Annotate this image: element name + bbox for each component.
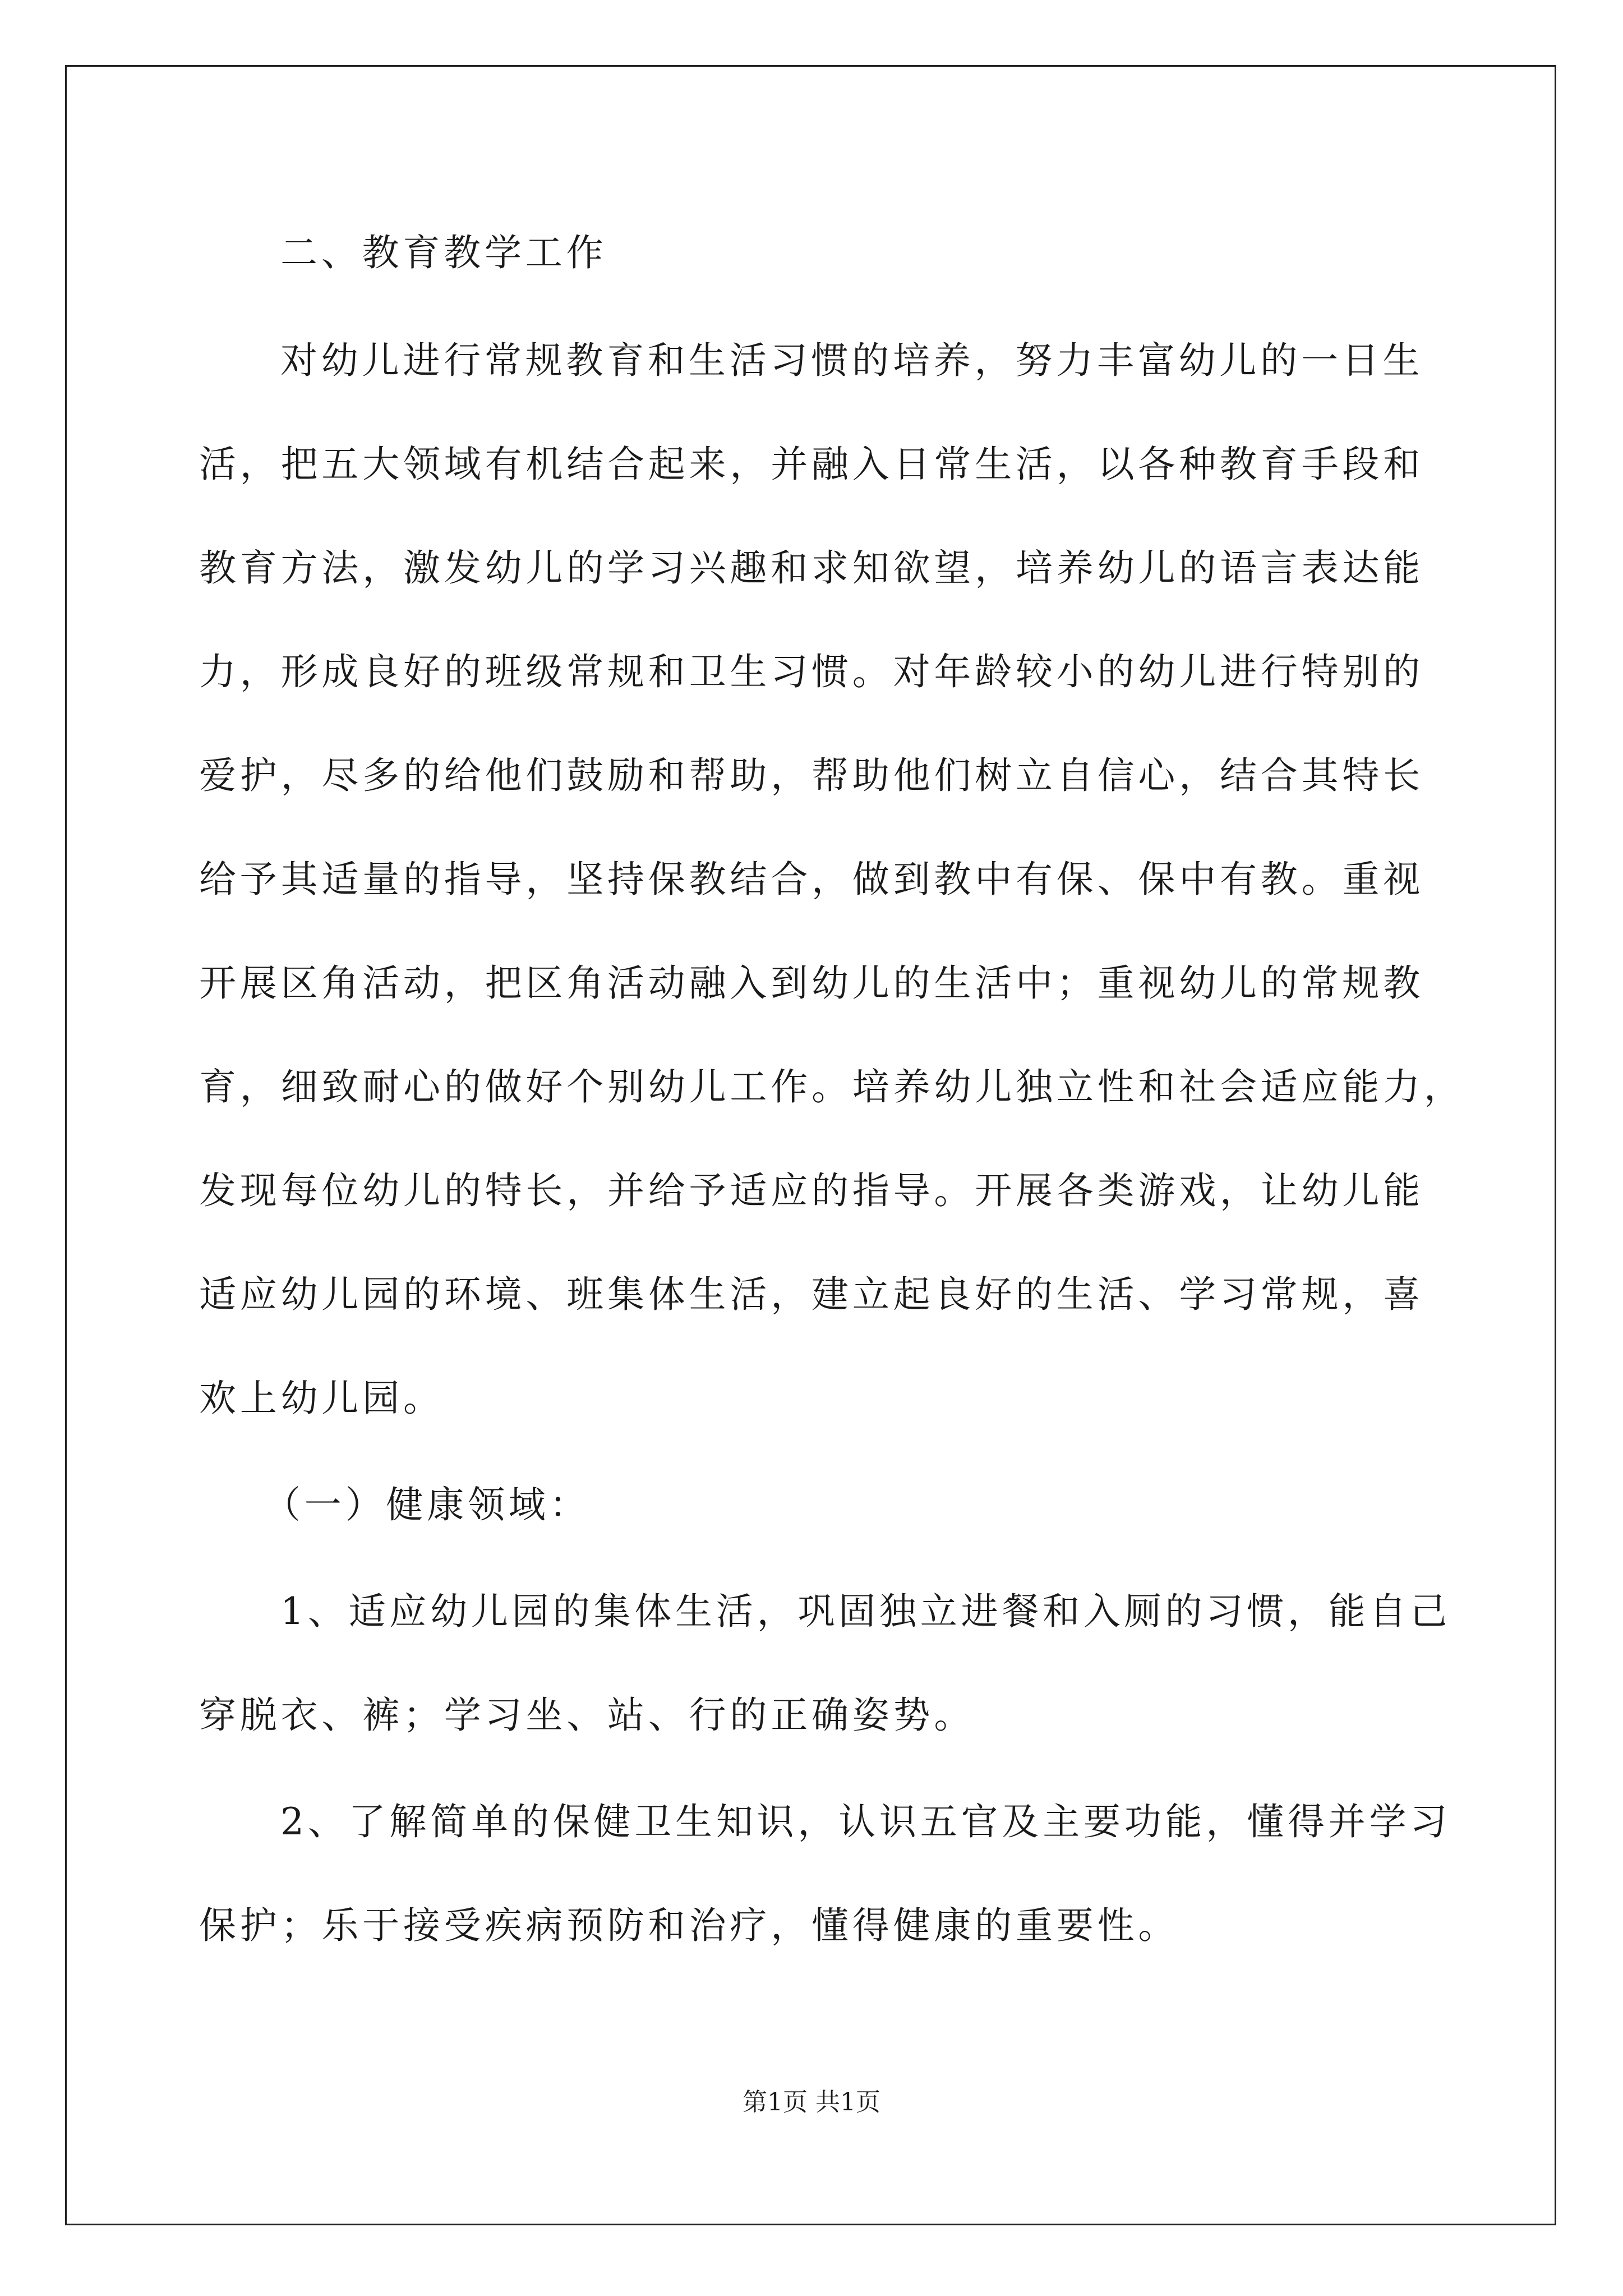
paragraph-line: 活，把五大领域有机结合起来，并融入日常生活，以各种教育手段和 xyxy=(199,443,1424,486)
paragraph-line: 欢上幼儿园。 xyxy=(199,1377,444,1420)
paragraph-line: 力，形成良好的班级常规和卫生习惯。对年龄较小的幼儿进行特别的 xyxy=(199,650,1424,693)
list-item-line: 2、了解简单的保健卫生知识，认识五官及主要功能，懂得并学习 xyxy=(280,1800,1451,1843)
list-item-line: 1、适应幼儿园的集体生活，巩固独立进餐和入厕的习惯，能自己 xyxy=(280,1590,1451,1633)
page-border xyxy=(65,65,1556,2225)
paragraph-line: 发现每位幼儿的特长，并给予适应的指导。开展各类游戏，让幼儿能 xyxy=(199,1169,1424,1212)
paragraph-line: 育，细致耐心的做好个别幼儿工作。培养幼儿独立性和社会适应能力， xyxy=(199,1065,1465,1108)
section-heading: 二、教育教学工作 xyxy=(280,231,607,274)
page-number-footer: 第1页 共1页 xyxy=(743,2088,880,2116)
subsection-heading: （一）健康领域： xyxy=(264,1483,591,1526)
paragraph-line: 给予其适量的指导，坚持保教结合，做到教中有保、保中有教。重视 xyxy=(199,858,1424,901)
paragraph-line: 适应幼儿园的环境、班集体生活，建立起良好的生活、学习常规，喜 xyxy=(199,1273,1424,1316)
paragraph-line: 教育方法，激发幼儿的学习兴趣和求知欲望，培养幼儿的语言表达能 xyxy=(199,546,1424,590)
paragraph-line: 对幼儿进行常规教育和生活习惯的培养，努力丰富幼儿的一日生 xyxy=(280,339,1424,382)
list-item-line: 保护；乐于接受疾病预防和治疗，懂得健康的重要性。 xyxy=(199,1904,1179,1947)
list-item-line: 穿脱衣、裤；学习坐、站、行的正确姿势。 xyxy=(199,1694,975,1737)
paragraph-line: 开展区角活动，把区角活动融入到幼儿的生活中；重视幼儿的常规教 xyxy=(199,961,1424,1005)
paragraph-line: 爱护，尽多的给他们鼓励和帮助，帮助他们树立自信心，结合其特长 xyxy=(199,754,1424,797)
